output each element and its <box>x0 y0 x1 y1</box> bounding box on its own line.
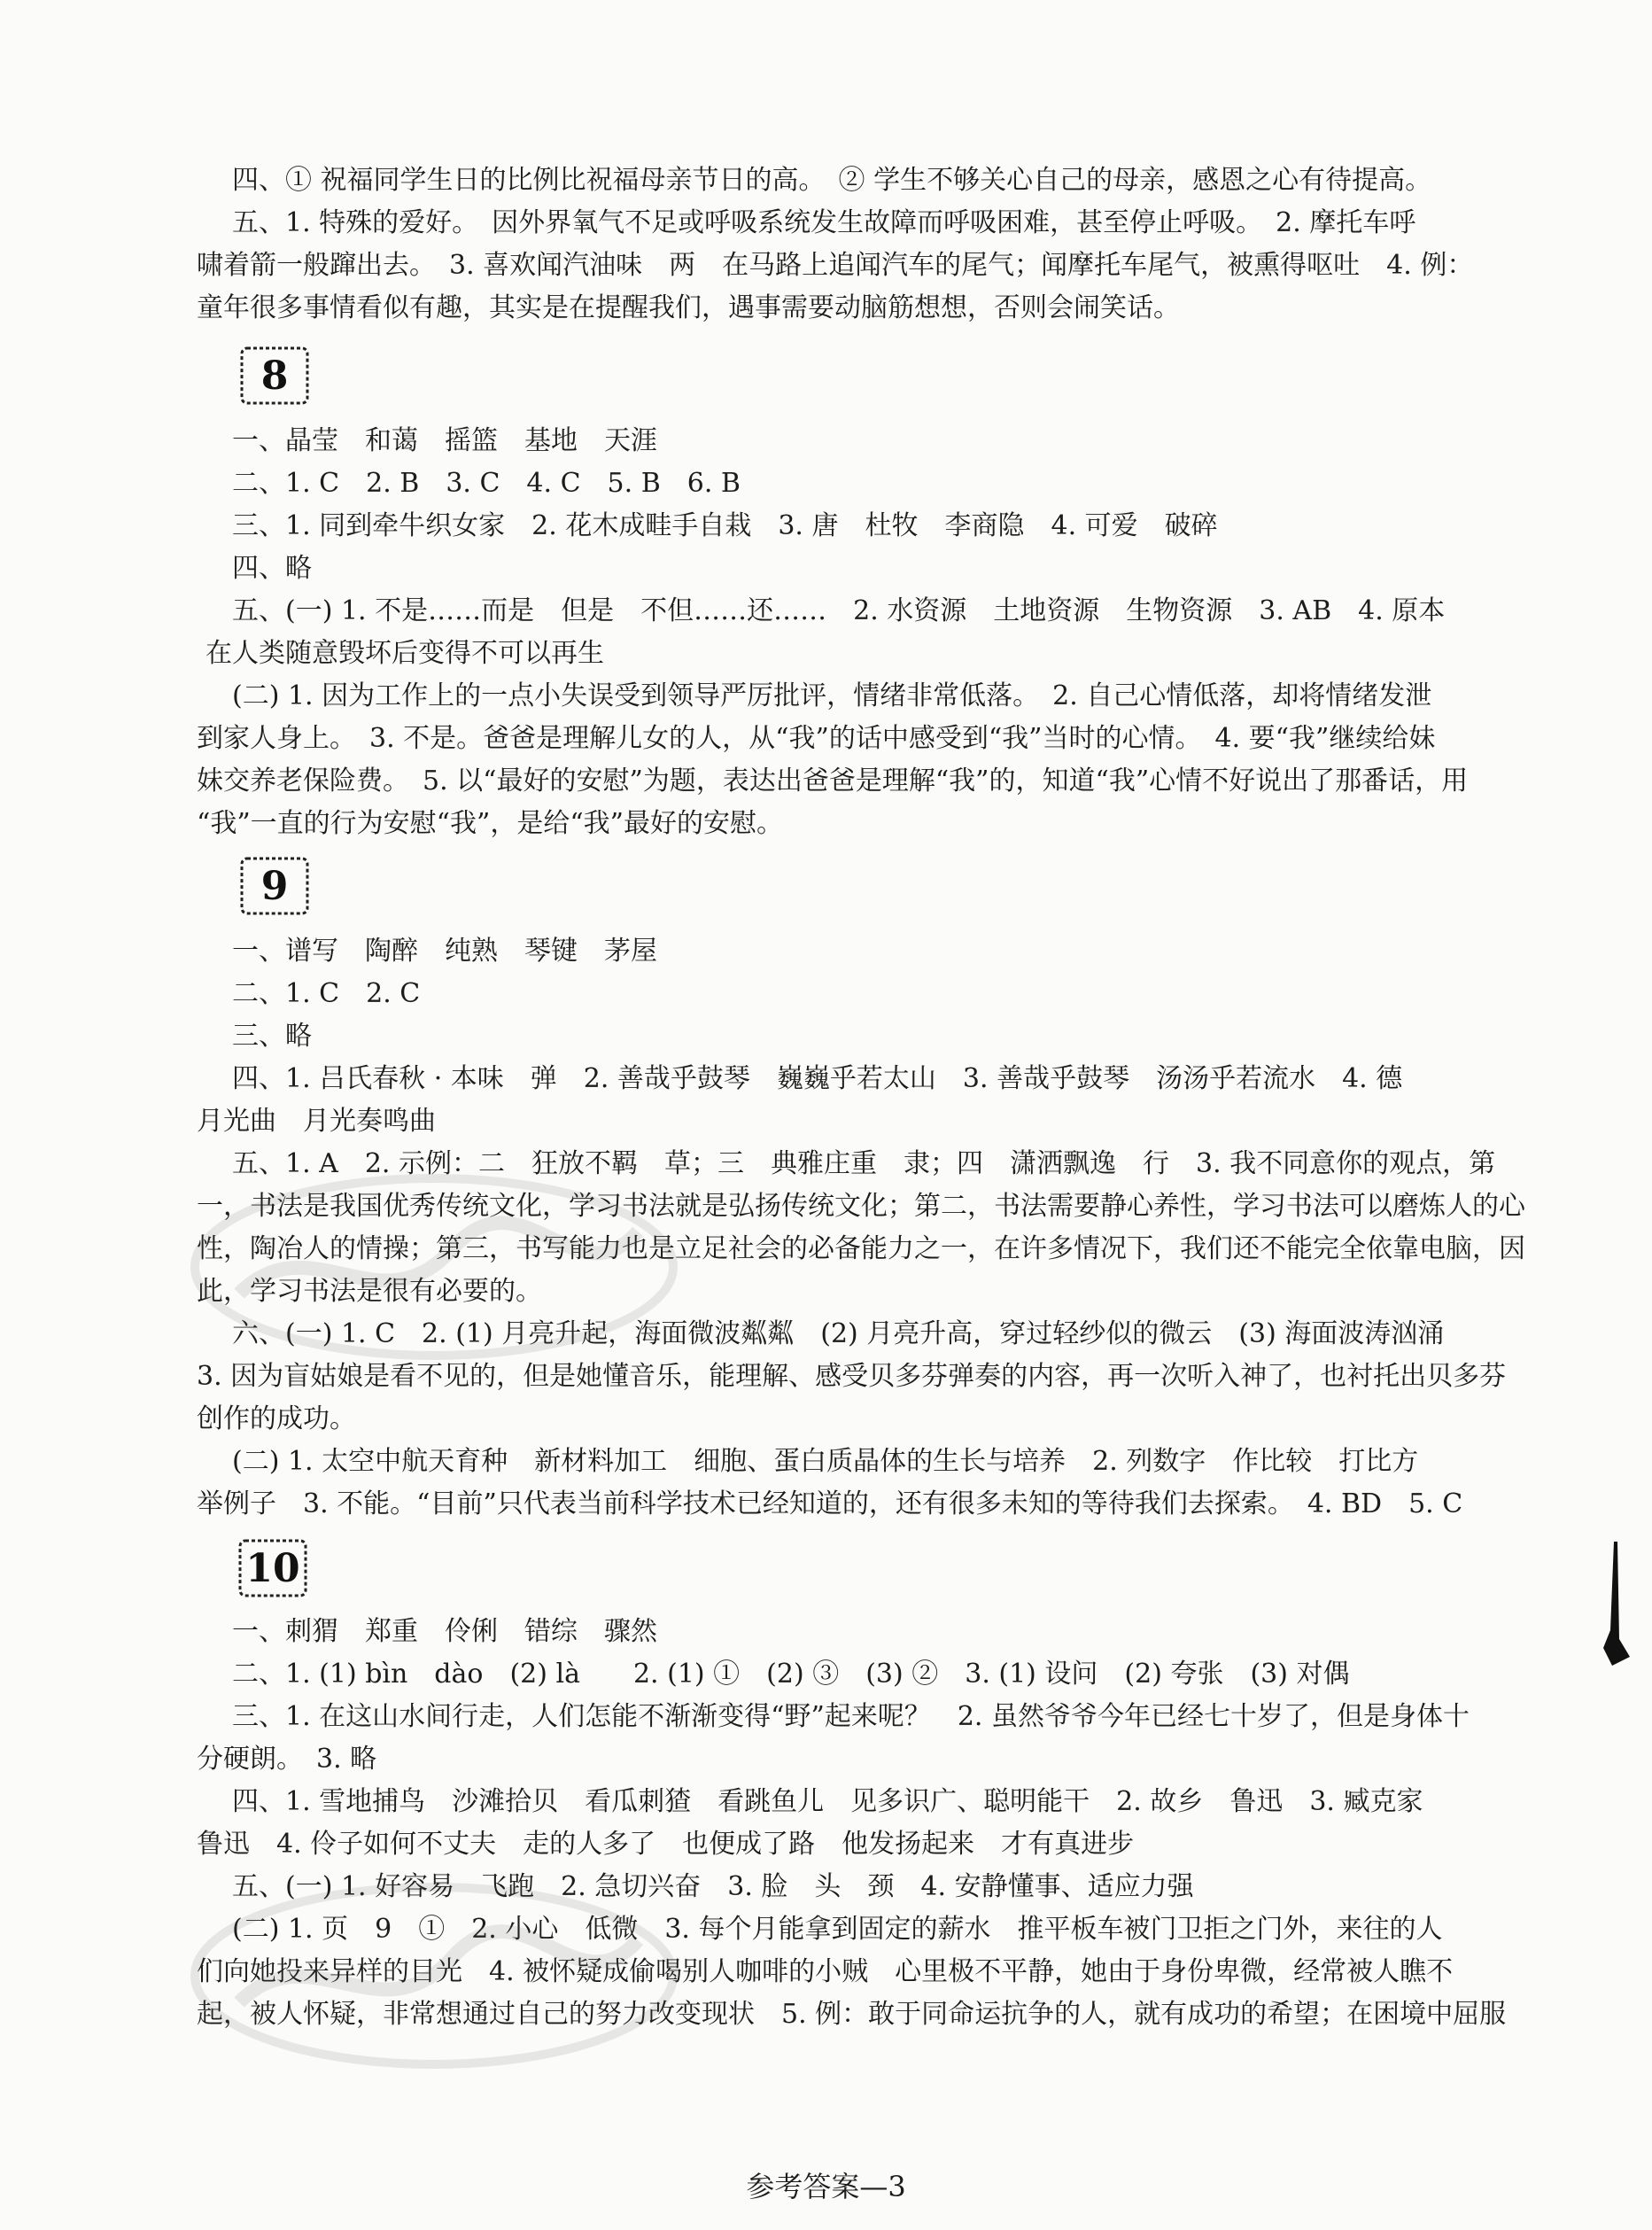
scan-mark-icon <box>1594 1542 1630 1666</box>
section-8-number: 8 <box>260 353 289 399</box>
top-line-4: 童年很多事情看似有趣，其实是在提醒我们，遇事需要动脑筋想想，否则会闹笑话。 <box>197 292 1180 323</box>
s9-line-13: (二) 1. 太空中航天育种 新材料加工 细胞、蛋白质晶体的生长与培养 2. 列数字 作比较 打比方 <box>232 1446 1419 1477</box>
watermark-icon <box>186 1878 682 2073</box>
section-9-badge <box>239 856 310 916</box>
s8-line-6: 在人类随意毁坏后变得不可以再生 <box>206 638 604 669</box>
section-8-badge <box>239 346 310 406</box>
s10-line-3: 三、1. 在这山水间行走，人们怎能不渐渐变得“野”起来呢？ 2. 虽然爷爷今年已经七十岁了，但是身体十 <box>232 1701 1470 1732</box>
s9-line-12: 创作的成功。 <box>197 1403 356 1434</box>
section-10-badge <box>237 1538 308 1598</box>
top-line-3: 啸着箭一般蹿出去。 3. 喜欢闻汽油味 两 在马路上追闻汽车的尾气；闻摩托车尾气，被熏得呕吐 4. 例： <box>197 250 1474 281</box>
s8-line-3: 三、1. 同到牵牛织女家 2. 花木成畦手自栽 3. 唐 杜牧 李商隐 4. 可爱 破碎 <box>232 510 1218 541</box>
s8-line-9: 妹交养老保险费。 5. 以“最好的安慰”为题，表达出爸爸是理解“我”的，知道“我”心情不好说出了那番话，用 <box>197 765 1469 796</box>
s10-line-10: 起，被人怀疑，非常想通过自己的努力改变现状 5. 例：敢于同命运抗争的人，就有成功的希望；在困境中屈服 <box>197 1999 1507 2030</box>
s8-line-1: 一、晶莹 和蔼 摇篮 基地 天涯 <box>232 425 657 456</box>
top-line-1: 四、① 祝福同学生日的比例比祝福母亲节日的高。 ② 学生不够关心自己的母亲，感恩之心有待提高。 <box>232 165 1432 196</box>
s9-line-10: 六、(一) 1. C 2. (1) 月亮升起，海面微波粼粼 (2) 月亮升高，穿过轻纱似的微云 (3) 海面波涛汹涌 <box>232 1318 1445 1349</box>
s9-line-8: 性，陶冶人的情操；第三，书写能力也是立足社会的必备能力之一，在许多情况下，我们还不能完全依靠电脑，因 <box>197 1233 1525 1264</box>
s9-line-2: 二、1. C 2. C <box>232 978 421 1009</box>
s8-line-5: 五、(一) 1. 不是……而是 但是 不但……还…… 2. 水资源 土地资源 生物资源 3. AB 4. 原本 <box>232 595 1446 626</box>
s9-line-5: 月光曲 月光奏鸣曲 <box>197 1106 436 1137</box>
s9-line-3: 三、略 <box>232 1021 312 1052</box>
s9-line-6: 五、1. A 2. 示例：二 狂放不羁 草；三 典雅庄重 隶；四 潇洒飘逸 行 3. 我不同意你的观点，第 <box>232 1148 1496 1179</box>
s9-line-14: 举例子 3. 不能。“目前”只代表当前科学技术已经知道的，还有很多未知的等待我们去探索。 4. BD 5. C <box>197 1488 1463 1519</box>
s8-line-2: 二、1. C 2. B 3. C 4. C 5. B 6. B <box>232 468 741 499</box>
s8-line-7: (二) 1. 因为工作上的一点小失误受到领导严厉批评，情绪非常低落。 2. 自己心情低落，却将情绪发泄 <box>232 680 1432 711</box>
s10-line-9: 们向她投来异样的目光 4. 被怀疑成偷喝别人咖啡的小贼 心里极不平静，她由于身份卑微，经常被人瞧不 <box>197 1956 1454 1987</box>
s8-line-10: “我”一直的行为安慰“我”，是给“我”最好的安慰。 <box>197 808 784 839</box>
s9-line-9: 此，学习书法是很有必要的。 <box>197 1276 542 1307</box>
s10-line-6: 鲁迅 4. 伶子如何不丈夫 走的人多了 也便成了路 他发扬起来 才有真进步 <box>197 1829 1135 1860</box>
page-footer: 参考答案—3 <box>746 2170 906 2203</box>
s9-line-1: 一、谱写 陶醉 纯熟 琴键 茅屋 <box>232 936 657 967</box>
s10-line-1: 一、刺猬 郑重 伶俐 错综 骤然 <box>232 1616 657 1647</box>
s9-line-7: 一，书法是我国优秀传统文化，学习书法就是弘扬传统文化；第二，书法需要静心养性，学习书法可以磨炼人的心 <box>197 1191 1525 1222</box>
top-line-2: 五、1. 特殊的爱好。 因外界氧气不足或呼吸系统发生故障而呼吸困难，甚至停止呼吸。 2. 摩托车呼 <box>232 207 1416 238</box>
s10-line-4: 分硬朗。 3. 略 <box>197 1744 377 1775</box>
s8-line-8: 到家人身上。 3. 不是。爸爸是理解儿女的人，从“我”的话中感受到“我”当时的心情。 4. 要“我”继续给妹 <box>197 723 1436 754</box>
s10-line-2: 二、1. (1) bìn dào (2) là 2. (1) ① (2) ③ (3) ② 3. (1) 设问 (2) 夸张 (3) 对偶 <box>232 1659 1350 1690</box>
s8-line-4: 四、略 <box>232 553 312 584</box>
s9-line-11: 3. 因为盲姑娘是看不见的，但是她懂音乐，能理解、感受贝多芬弹奏的内容，再一次听入神了，也衬托出贝多芬 <box>197 1361 1507 1392</box>
section-9-number: 9 <box>260 863 289 909</box>
s9-line-4: 四、1. 吕氏春秋 · 本味 弹 2. 善哉乎鼓琴 巍巍乎若太山 3. 善哉乎鼓琴 汤汤乎若流水 4. 德 <box>232 1063 1403 1094</box>
s10-line-5: 四、1. 雪地捕鸟 沙滩拾贝 看瓜刺猹 看跳鱼儿 见多识广、聪明能干 2. 故乡 鲁迅 3. 臧克家 <box>232 1786 1423 1817</box>
s10-line-7: 五、(一) 1. 好容易 飞跑 2. 急切兴奋 3. 脸 头 颈 4. 安静懂事、适应力强 <box>232 1871 1194 1902</box>
s10-line-8: (二) 1. 页 9 ① 2. 小心 低微 3. 每个月能拿到固定的薪水 推平板车被门卫拒之门外，来往的人 <box>232 1914 1443 1945</box>
watermark-icon <box>186 1169 682 1364</box>
section-10-number: 10 <box>245 1545 300 1591</box>
